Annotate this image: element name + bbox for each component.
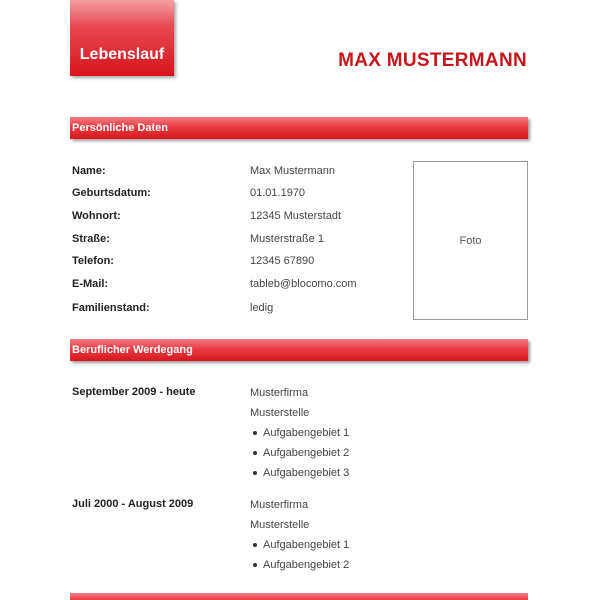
bullet-icon [253,563,257,567]
bullet-icon [253,471,257,475]
photo-placeholder [413,161,528,320]
field-label-street: Straße: [72,233,110,245]
section-title-career: Beruflicher Werdegang [72,344,193,356]
field-value-city: 12345 Musterstadt [250,210,342,222]
section-header-career [70,339,528,361]
section-header-next [70,593,528,600]
section-header-personal [70,117,528,139]
section-title-personal: Persönliche Daten [72,122,168,134]
job-company: Musterfirma [250,387,309,399]
field-label-phone: Telefon: [72,255,114,267]
field-label-name: Name: [72,165,106,177]
bullet-icon [253,431,257,435]
field-value-marital-status: ledig [250,302,274,314]
job-task-item [263,466,349,486]
job-task-item [263,426,349,446]
field-label-birthdate: Geburtsdatum: [72,187,151,199]
bullet-icon [253,451,257,455]
job-task-item [263,538,349,558]
job-entry [250,498,349,578]
field-value-email[interactable]: tableb@blocomo.com [250,278,357,290]
cv-title: Lebenslauf [79,46,165,63]
job-position: Musterstelle [250,519,310,531]
field-value-birthdate: 01.01.1970 [250,187,306,199]
field-value-name: Max Mustermann [250,165,335,177]
person-name-heading: MAX MUSTERMANN [338,50,527,71]
job-task-text: Aufgabengebiet 1 [263,539,350,551]
field-value-street: Musterstraße 1 [250,233,324,245]
field-value-phone: 12345 67890 [250,255,315,267]
field-label-city: Wohnort: [72,210,121,222]
job-task-list [250,538,349,578]
bullet-icon [253,543,257,547]
cv-title-tab [70,0,174,76]
job-position: Musterstelle [250,407,310,419]
job-task-text: Aufgabengebiet 2 [263,447,350,459]
field-label-marital-status: Familienstand: [72,302,150,314]
job-task-item [263,558,349,578]
job-task-text: Aufgabengebiet 1 [263,427,350,439]
job-period: Juli 2000 - August 2009 [72,498,194,510]
job-period: September 2009 - heute [72,386,196,398]
job-task-item [263,446,349,466]
job-entry [250,386,349,486]
job-task-text: Aufgabengebiet 3 [263,467,350,479]
field-label-email: E-Mail: [72,278,109,290]
job-task-text: Aufgabengebiet 2 [263,559,350,571]
job-company: Musterfirma [250,499,309,511]
photo-label: Foto [459,234,482,247]
job-task-list [250,426,349,486]
